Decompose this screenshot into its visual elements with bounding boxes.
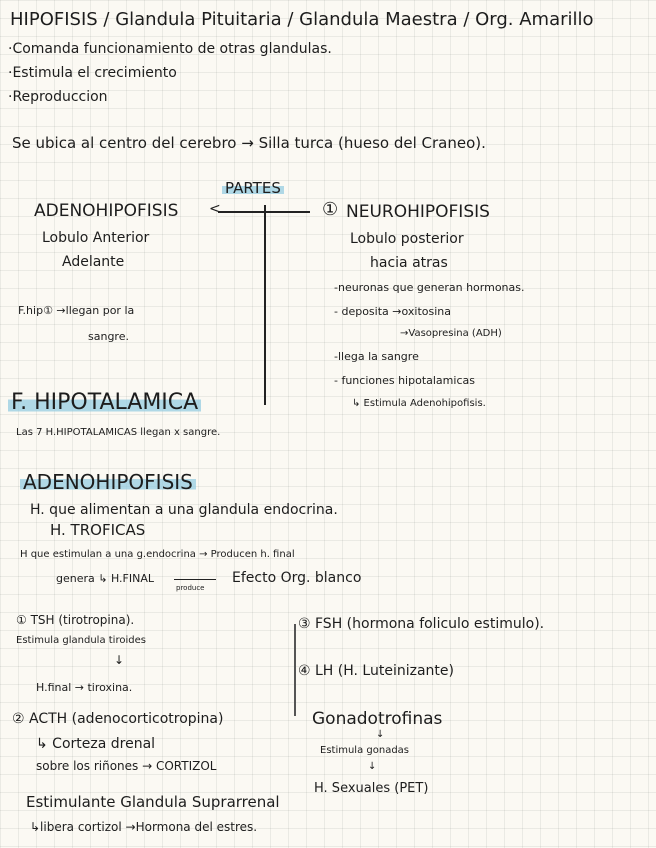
produce-arrow-line	[174, 579, 216, 580]
gonado-arrow-icon: ↓	[376, 729, 385, 740]
adeno-line-3: H que estimulan a una g.endocrina → Producen h. final	[20, 549, 295, 560]
adeno-note2: sangre.	[88, 330, 129, 343]
location-line: Se ubica al centro del cerebro → Silla turca (hueso del Craneo).	[12, 134, 486, 152]
neuro-sub2: hacia atras	[370, 255, 448, 271]
tsh-line-1: Estimula glandula tiroides	[16, 635, 146, 646]
tsh-title: ① TSH (tirotropina).	[16, 613, 135, 627]
gonado-line-1: Estimula gonadas	[320, 745, 410, 756]
neuro-item-2: - deposita →oxitosina	[334, 305, 451, 318]
page-title: HIPOFISIS / Glandula Pituitaria / Glandula Maestra / Org. Amarillo	[10, 9, 594, 30]
acth-title: ② ACTH (adenocorticotropina)	[12, 711, 224, 727]
tsh-arrow: ↓	[114, 653, 125, 667]
adeno-sub2: Adelante	[62, 254, 125, 270]
neuro-item-6: ↳ Estimula Adenohipofisis.	[352, 398, 486, 409]
hipotalamica-note: Las 7 H.HIPOTALAMICAS llegan x sangre.	[16, 427, 221, 438]
bracket-line	[294, 624, 296, 716]
gonado-arrow-icon-2: ↓	[368, 761, 377, 772]
neuro-item-4: -llega la sangre	[334, 350, 419, 363]
acth-line-2: sobre los riñones → CORTIZOL	[36, 759, 217, 773]
neuro-name: NEUROHIPOFISIS	[346, 202, 490, 222]
adeno-section-title: ADENOHIPOFISIS	[20, 472, 196, 492]
partes-label: PARTES	[222, 181, 284, 196]
acth-line-3: Estimulante Glandula Suprarrenal	[26, 793, 280, 811]
adeno-name: ADENOHIPOFISIS	[34, 201, 179, 221]
partes-vertical-line	[264, 205, 266, 405]
gonado-line-2: H. Sexuales (PET)	[314, 781, 429, 796]
adeno-line-1: H. que alimentan a una glandula endocrina.	[30, 502, 338, 518]
adeno-line-4a: genera ↳ H.FINAL	[56, 572, 154, 585]
gonadotrofinas-label: Gonadotrofinas	[312, 709, 443, 729]
neuro-sub1: Lobulo posterior	[350, 231, 464, 247]
bullet-3: ·Reproduccion	[8, 89, 108, 105]
bullet-1: ·Comanda funcionamiento de otras glandulas.	[8, 41, 332, 57]
lh-title: ④ LH (H. Luteinizante)	[298, 663, 454, 679]
tsh-line-2: H.final → tiroxina.	[36, 681, 133, 694]
adeno-line-2: H. TROFICAS	[50, 521, 146, 539]
hipotalamica-title: F. HIPOTALAMICA	[8, 392, 201, 414]
neuro-item-3: →Vasopresina (ADH)	[400, 328, 502, 339]
acth-line-1: ↳ Corteza drenal	[36, 736, 156, 752]
neuro-item-5: - funciones hipotalamicas	[334, 374, 475, 387]
adeno-note1: F.hip① →llegan por la	[18, 304, 135, 317]
neuro-number: ①	[322, 199, 339, 220]
adeno-sub1: Lobulo Anterior	[42, 230, 150, 246]
acth-line-4: ↳libera cortizol →Hormona del estres.	[30, 820, 258, 834]
produce-label: produce	[176, 584, 205, 592]
arrow-left-icon: <	[209, 201, 221, 217]
bullet-2: ·Estimula el crecimiento	[8, 65, 177, 81]
adeno-line-4b: Efecto Org. blanco	[232, 570, 362, 586]
neuro-item-1: -neuronas que generan hormonas.	[334, 281, 525, 294]
fsh-title: ③ FSH (hormona foliculo estimulo).	[298, 616, 545, 632]
